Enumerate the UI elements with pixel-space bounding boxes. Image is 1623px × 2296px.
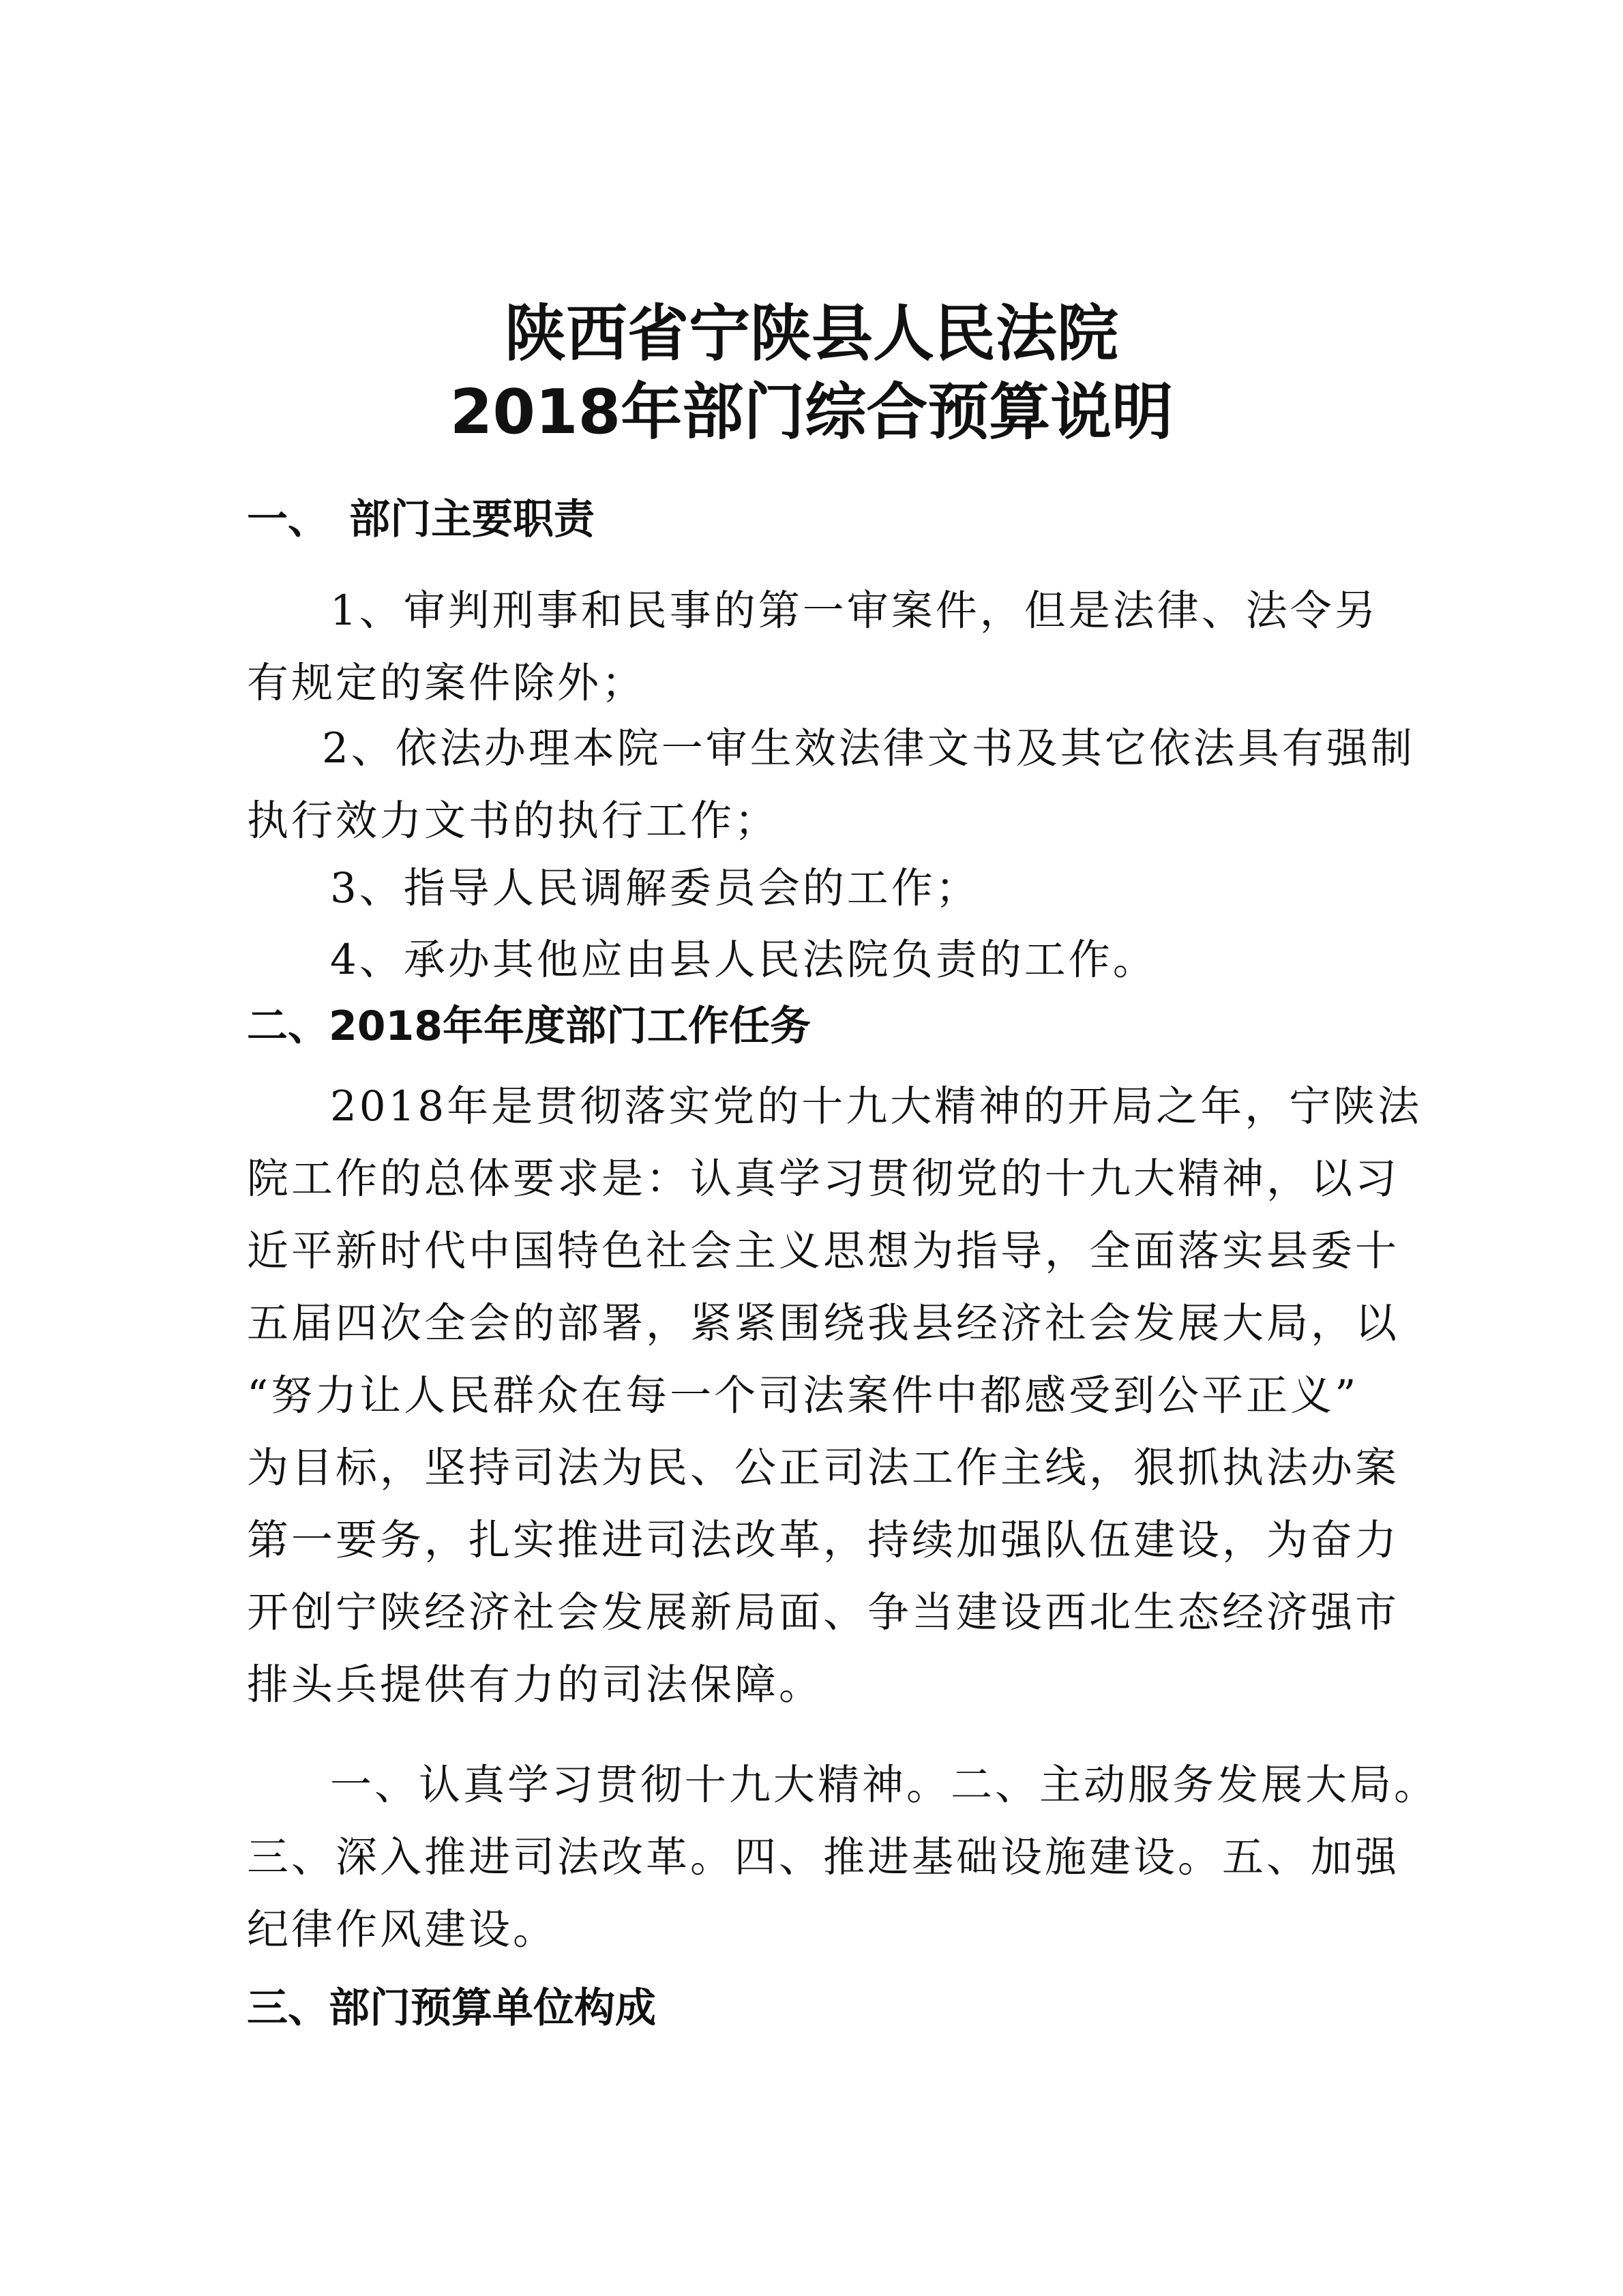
paragraph-line: 2018年是贯彻落实党的十九大精神的开局之年，宁陕法	[330, 1082, 1423, 1131]
duty-1-line-1: 1、审判刑事和民事的第一审案件，但是法律、法令另	[330, 586, 1379, 635]
work-task-paragraph-1	[247, 1071, 1423, 1721]
document-title-line1: 陕西省宁陕县人民法院	[505, 298, 1118, 370]
duty-2-line-1: 2、依法办理本院一审生效法律文书及其它依法具有强制	[322, 724, 1415, 773]
paragraph-line: 第一要务，扎实推进司法改革，持续加强队伍建设，为奋力	[247, 1516, 1400, 1564]
duty-3-line-1: 3、指导人民调解委员会的工作；	[330, 864, 980, 912]
section1-heading	[247, 492, 595, 547]
paragraph-line: 排头兵提供有力的司法保障。	[247, 1660, 824, 1709]
section1-number: 一、	[247, 496, 329, 543]
duty-1-line-2: 有规定的案件除外；	[247, 659, 646, 707]
duty-item-1	[247, 575, 1393, 719]
section1-title: 部门主要职责	[349, 496, 595, 543]
duty-4-line-1: 4、承办其他应由县人民法院负责的工作。	[330, 936, 1157, 984]
document-title-line2: 2018年部门综合预算说明	[449, 376, 1174, 448]
paragraph-line: 五届四次全会的部署，紧紧围绕我县经济社会发展大局，以	[247, 1299, 1400, 1347]
duty-item-3	[247, 852, 1393, 925]
paragraph-line: “努力让人民群众在每一个司法案件中都感受到公平正义”	[247, 1371, 1359, 1420]
paragraph-line: 开创宁陕经济社会发展新局面、争当建设西北生态经济强市	[247, 1588, 1400, 1637]
section3-heading: 三、部门预算单位构成	[247, 1984, 656, 2032]
duty-item-2	[247, 713, 1415, 857]
paragraph-line: 为目标，坚持司法为民、公正司法工作主线，狠抓执法办案	[247, 1444, 1400, 1492]
paragraph-line: 三、深入推进司法改革。四、推进基础设施建设。五、加强	[247, 1833, 1400, 1881]
duty-item-4	[247, 924, 1393, 996]
paragraph-line: 近平新时代中国特色社会主义思想为指导，全面落实县委十	[247, 1227, 1400, 1275]
section2-heading: 二、2018年年度部门工作任务	[247, 1002, 811, 1050]
paragraph-line: 一、认真学习贯彻十九大精神。二、主动服务发展大局。	[330, 1761, 1439, 1809]
paragraph-line: 院工作的总体要求是：认真学习贯彻党的十九大精神，以习	[247, 1154, 1400, 1203]
duty-2-line-2: 执行效力文书的执行工作；	[247, 796, 779, 845]
paragraph-line: 纪律作风建设。	[247, 1905, 558, 1954]
work-task-paragraph-2	[247, 1749, 1439, 1966]
